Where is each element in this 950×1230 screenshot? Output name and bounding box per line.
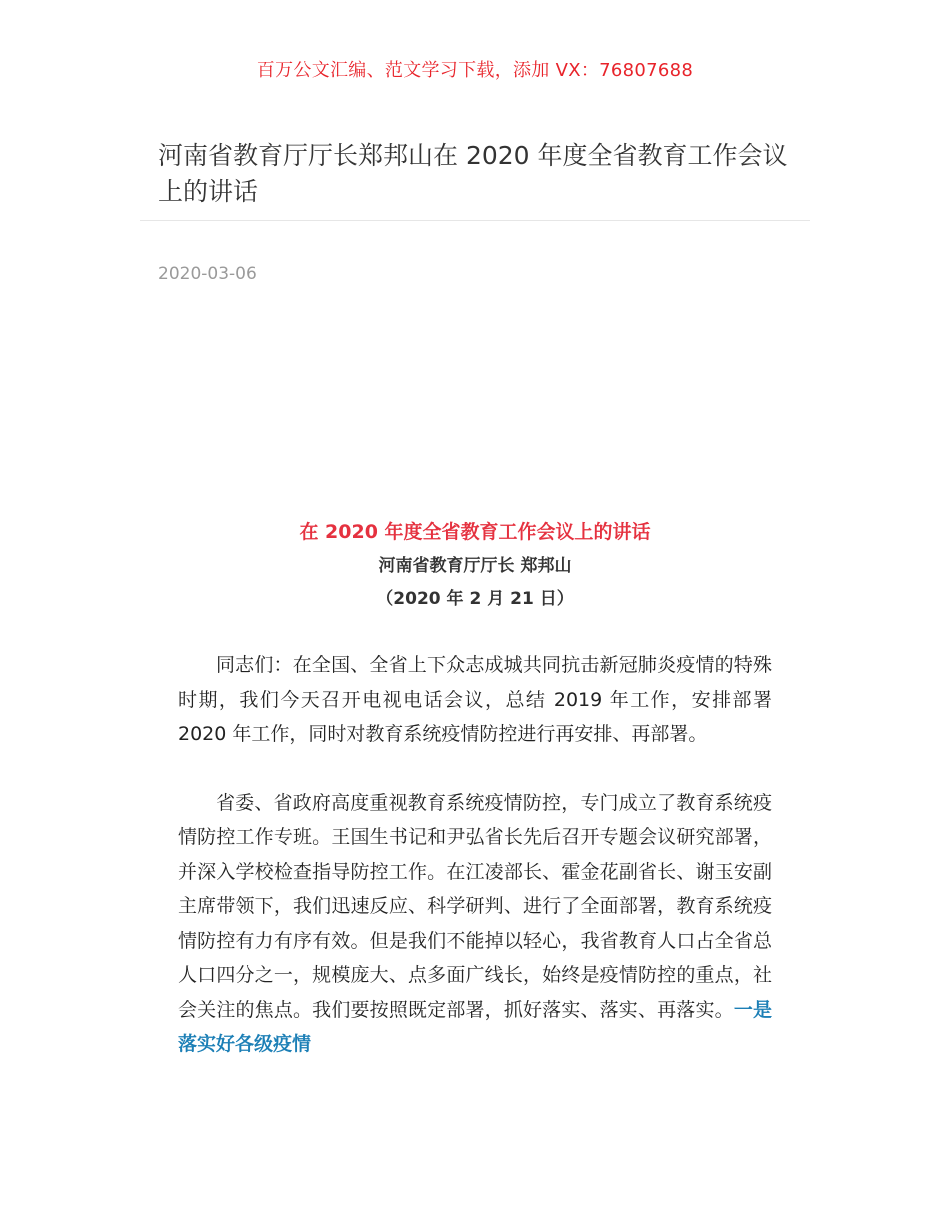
paragraph-2-text: 省委、省政府高度重视教育系统疫情防控，专门成立了教育系统疫情防控工作专班。王国生书记和尹弘省长先后召开专题会议研究部署，并深入学校检查指导防控工作。在江凌部长、霍金花副省长、谢玉安副主席带领下，我们迅速反应、科学研判、进行了全面部署，教育系统疫情防控有力有序有效。但是我们不能掉以轻心，我省教育人口占全省总人口四分之一，规模庞大、点多面广线长，始终是疫情防控的重点，社会关注的焦点。我们要按照既定部署，抓好落实、落实、再落实。: [178, 791, 772, 1021]
speech-body: [178, 648, 772, 1096]
title-divider: [140, 220, 810, 221]
paragraph-2-highlight: 一是落实好各级疫情: [178, 998, 772, 1055]
publish-date: 2020-03-06: [158, 264, 257, 284]
speech-date: （2020 年 2 月 21 日）: [376, 589, 574, 609]
paragraph-2: [178, 786, 772, 1062]
article-title: 河南省教育厅厅长郑邦山在 2020 年度全省教育工作会议上的讲话: [158, 141, 788, 206]
speech-header: [0, 517, 950, 614]
promo-banner: 百万公文汇编、范文学习下载，添加 VX：76807688: [256, 60, 694, 81]
speaker-line: 河南省教育厅厅长 郑邦山: [378, 556, 572, 576]
paragraph-1-text: 同志们：在全国、全省上下众志成城共同抗击新冠肺炎疫情的特殊时期，我们今天召开电视电话会议，总结 2019 年工作，安排部署 2020 年工作，同时对教育系统疫情防控进行再安排、再部署。: [178, 654, 772, 745]
speech-title: 在 2020 年度全省教育工作会议上的讲话: [299, 521, 651, 543]
paragraph-1: [178, 648, 772, 752]
